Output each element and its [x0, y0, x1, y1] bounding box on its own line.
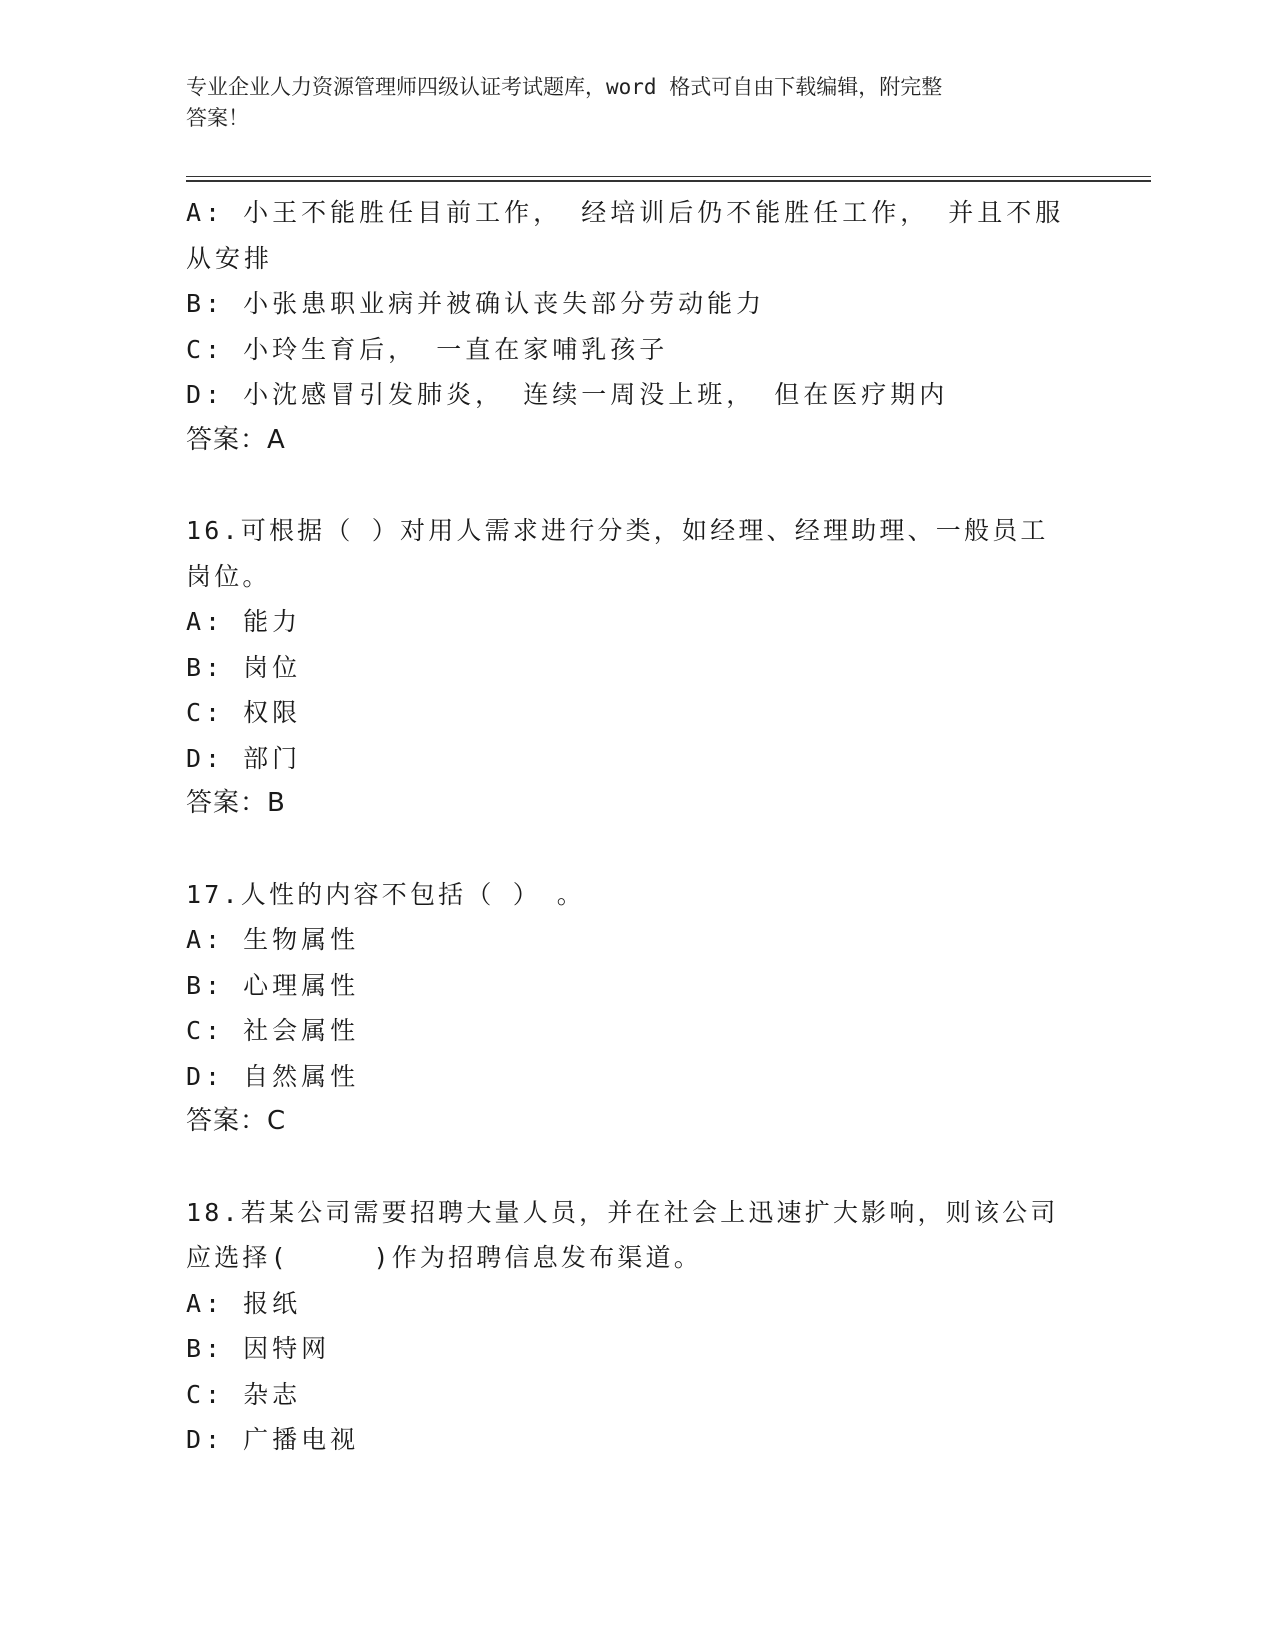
option-a: A: 小王不能胜任目前工作， 经培训后仍不能胜任工作， 并且不服从安排	[186, 198, 1065, 273]
answer-text: 答案：A	[186, 424, 286, 455]
answer-text: 答案：C	[186, 1106, 287, 1136]
option-d: D: 小沈感冒引发肺炎， 连续一周没上班， 但在医疗期内	[186, 380, 949, 409]
document-header	[186, 72, 1066, 134]
option-b: B: 岗位	[186, 652, 302, 682]
answer-text: 答案：B	[186, 788, 286, 818]
option-c: C: 小玲生育后， 一直在家哺乳孩子	[186, 334, 669, 364]
option-a: A: 能力	[186, 607, 302, 636]
question-16-block	[186, 508, 1066, 827]
prev-question-block	[186, 190, 1066, 463]
header-divider-thin	[186, 176, 1151, 177]
question-17-block	[186, 872, 1066, 1145]
option-d: D: 部门	[186, 743, 302, 773]
option-d: D: 自然属性	[186, 1061, 360, 1091]
option-a: A: 生物属性	[186, 925, 360, 954]
option-d: D: 广播电视	[186, 1425, 360, 1454]
header-line-2: 答案！	[186, 106, 249, 130]
option-a: A: 报纸	[186, 1288, 302, 1318]
question-stem: 17.人性的内容不包括（ ） 。	[186, 879, 585, 909]
question-stem: 16.可根据（ ）对用人需求进行分类，如经理、经理助理、一般员工岗位。	[186, 516, 1049, 591]
option-c: C: 杂志	[186, 1379, 302, 1409]
option-b: B: 心理属性	[186, 970, 360, 1000]
header-line-1: 专业企业人力资源管理师四级认证考试题库，word 格式可自由下载编辑，附完整	[186, 75, 943, 99]
option-c: C: 权限	[186, 698, 302, 727]
question-content	[186, 190, 1066, 1463]
question-18-block	[186, 1190, 1066, 1463]
option-b: B: 小张患职业病并被确认丧失部分劳动能力	[186, 289, 766, 318]
option-c: C: 社会属性	[186, 1016, 360, 1045]
header-divider-thick	[186, 180, 1151, 182]
option-b: B: 因特网	[186, 1334, 331, 1363]
question-stem: 18.若某公司需要招聘大量人员，并在社会上迅速扩大影响，则该公司应选择( )作为招聘信息发布渠道。	[186, 1197, 1059, 1272]
